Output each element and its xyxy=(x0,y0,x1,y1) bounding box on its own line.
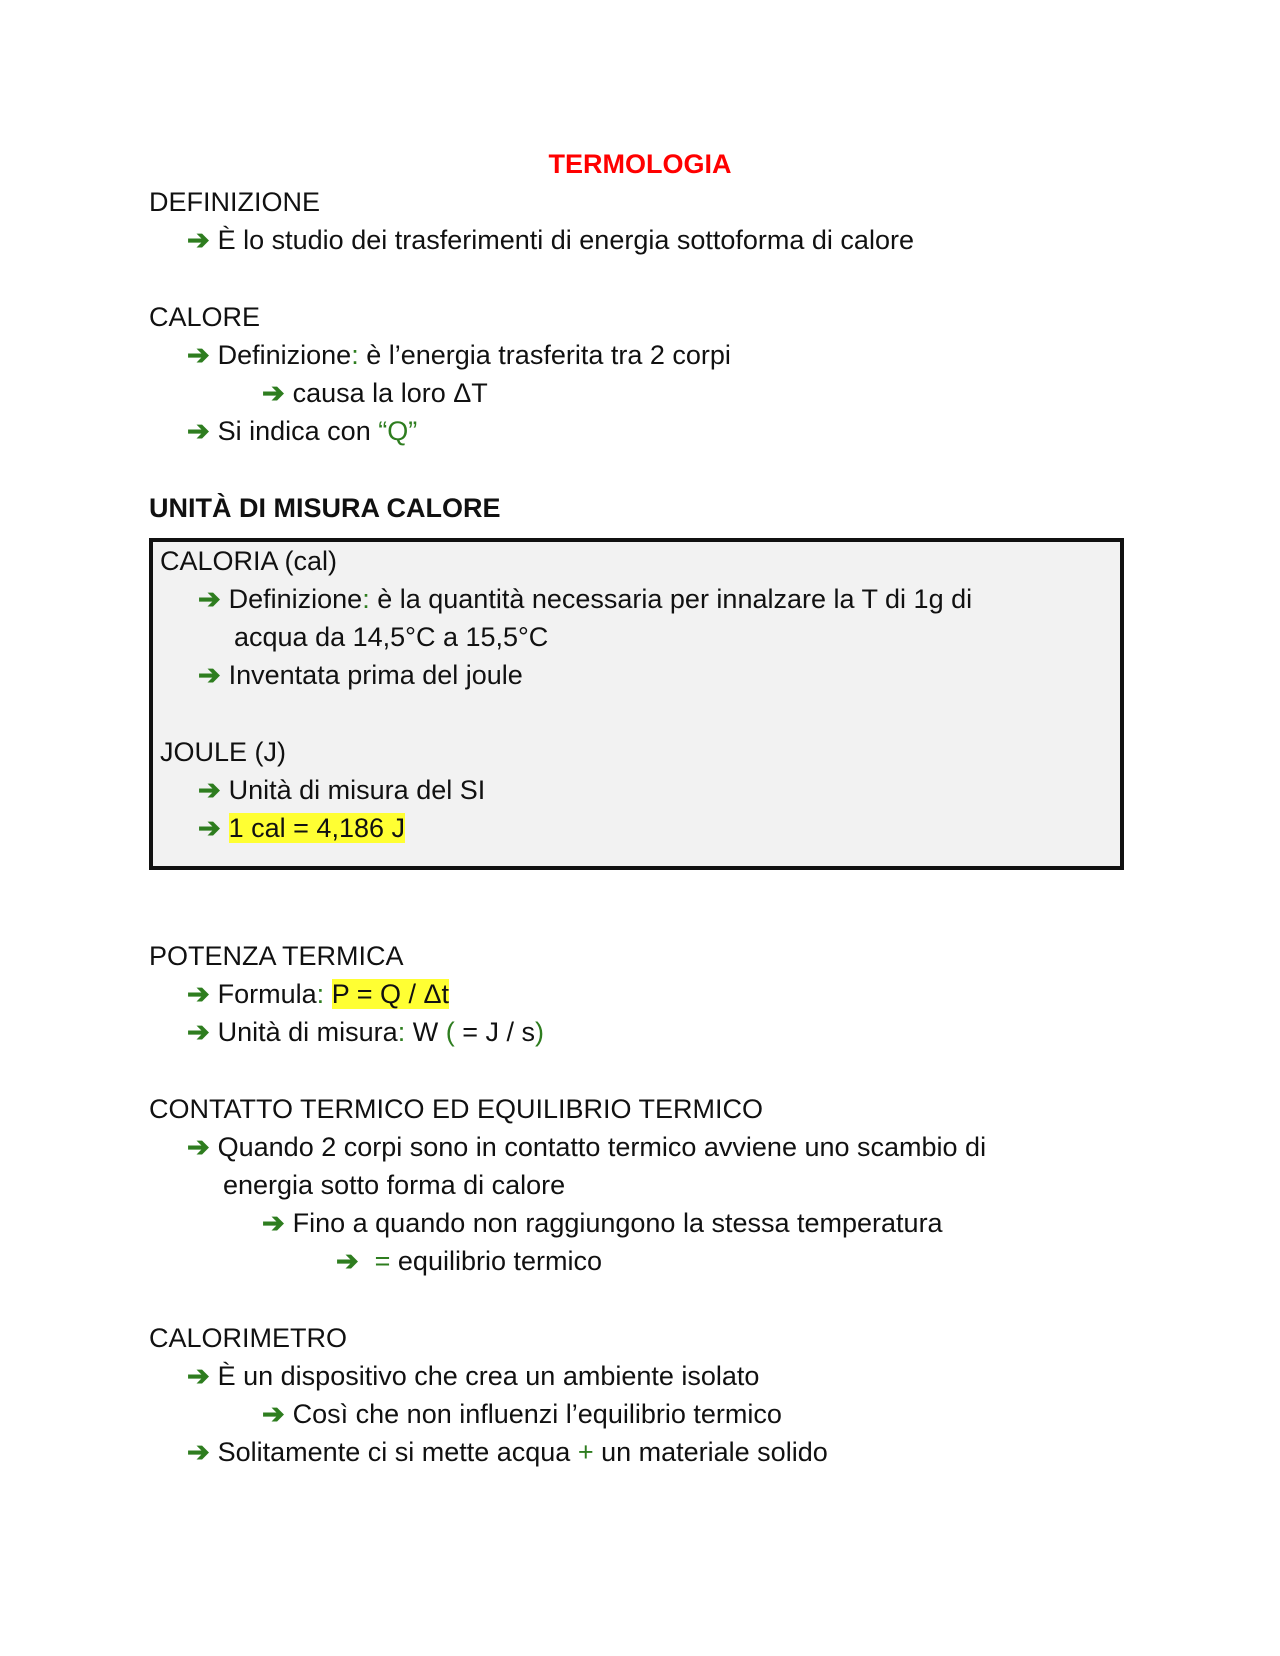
section-heading-calore: CALORE xyxy=(149,302,261,332)
arrow-icon: ➔ xyxy=(262,1208,285,1238)
bullet-contatto: ➔ Quando 2 corpi sono in contatto termico avviene uno scambio di xyxy=(187,1132,987,1162)
subbullet-calorimetro: ➔ Così che non influenzi l’equilibrio termico xyxy=(262,1399,782,1429)
caloria-heading: CALORIA (cal) xyxy=(160,546,338,576)
arrow-icon: ➔ xyxy=(336,1246,359,1276)
arrow-icon: ➔ xyxy=(187,1361,210,1391)
bullet-caloria-definizione: ➔ Definizione: è la quantità necessaria per innalzare la T di 1g di xyxy=(198,584,973,614)
page-title: TERMOLOGIA xyxy=(548,149,732,179)
arrow-icon: ➔ xyxy=(187,1017,210,1047)
bullet-calore-indica: ➔ Si indica con “Q” xyxy=(187,416,418,446)
bullet-joule-si: ➔ Unità di misura del SI xyxy=(198,775,486,805)
section-heading-unita: UNITÀ DI MISURA CALORE xyxy=(149,493,501,523)
joule-heading: JOULE (J) xyxy=(160,737,287,767)
highlighted-conversion: 1 cal = 4,186 J xyxy=(228,813,405,843)
subsubbullet-equilibrio: ➔ = equilibrio termico xyxy=(336,1246,602,1276)
arrow-icon: ➔ xyxy=(198,813,221,843)
subbullet-contatto-temperatura: ➔ Fino a quando non raggiungono la stessa temperatura xyxy=(262,1208,943,1238)
arrow-icon: ➔ xyxy=(262,1399,285,1429)
bullet-potenza-unita: ➔ Unità di misura: W ( = J / s) xyxy=(187,1017,544,1047)
bullet-joule-conversione xyxy=(198,812,405,844)
section-heading-contatto: CONTATTO TERMICO ED EQUILIBRIO TERMICO xyxy=(149,1094,764,1124)
arrow-icon: ➔ xyxy=(198,775,221,805)
bullet-calorimetro: ➔ È un dispositivo che crea un ambiente isolato xyxy=(187,1361,760,1391)
section-heading-definizione: DEFINIZIONE xyxy=(149,187,321,217)
subbullet-calore-deltat: ➔ causa la loro ΔT xyxy=(262,378,488,408)
arrow-icon: ➔ xyxy=(198,660,221,690)
highlighted-formula: P = Q / Δt xyxy=(331,979,450,1009)
bullet-caloria-note: ➔ Inventata prima del joule xyxy=(198,660,523,690)
arrow-icon: ➔ xyxy=(187,1437,210,1467)
arrow-icon: ➔ xyxy=(198,584,221,614)
bullet-potenza-formula: ➔ Formula: P = Q / Δt xyxy=(187,979,450,1009)
section-heading-calorimetro: CALORIMETRO xyxy=(149,1323,348,1353)
bullet-definizione: ➔ È lo studio dei trasferimenti di energia sottoforma di calore xyxy=(187,225,914,255)
arrow-icon: ➔ xyxy=(187,340,210,370)
bullet-contatto-cont: energia sotto forma di calore xyxy=(223,1170,566,1200)
arrow-icon: ➔ xyxy=(187,1132,210,1162)
bullet-caloria-definizione-cont: acqua da 14,5°C a 15,5°C xyxy=(234,622,549,652)
section-heading-potenza: POTENZA TERMICA xyxy=(149,941,404,971)
bullet-calorimetro-materiali: ➔ Solitamente ci si mette acqua + un materiale solido xyxy=(187,1437,828,1467)
arrow-icon: ➔ xyxy=(187,225,210,255)
arrow-icon: ➔ xyxy=(187,979,210,1009)
bullet-calore-definizione: ➔ Definizione: è l’energia trasferita tra 2 corpi xyxy=(187,340,731,370)
arrow-icon: ➔ xyxy=(262,378,285,408)
arrow-icon: ➔ xyxy=(187,416,210,446)
